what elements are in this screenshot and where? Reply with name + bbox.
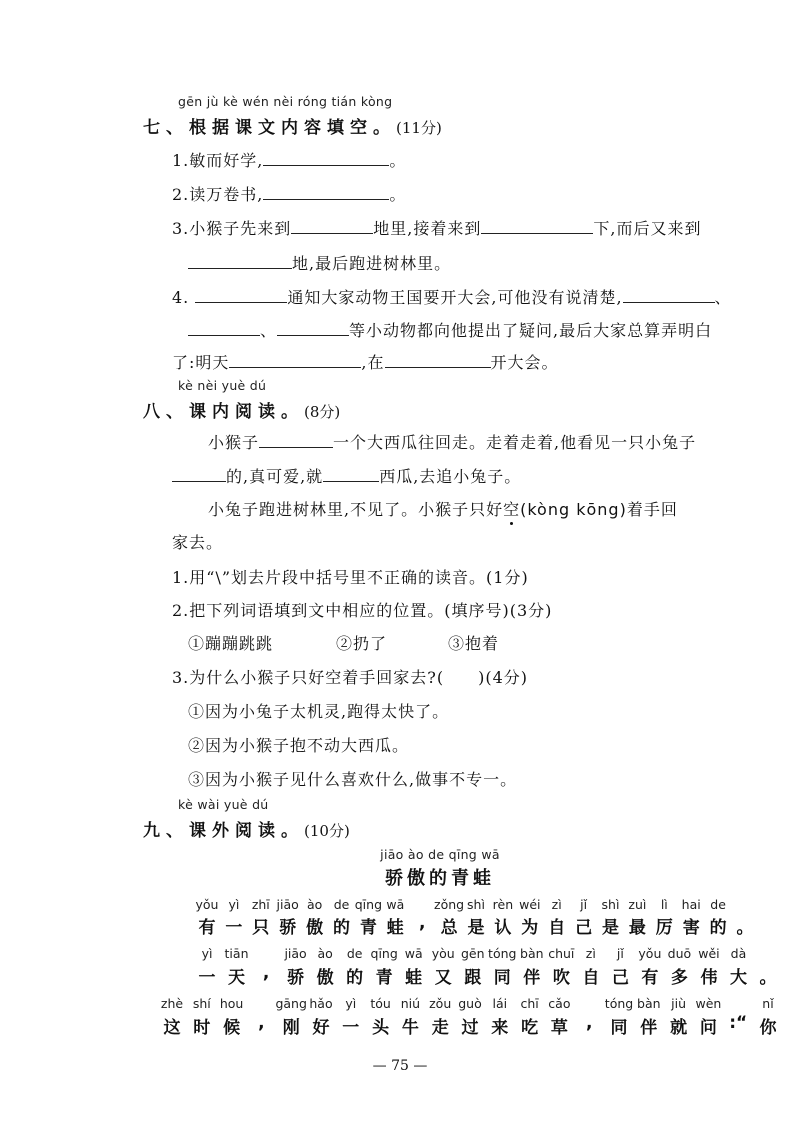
story-char: 伟 xyxy=(700,968,718,988)
s7-points: (11分) xyxy=(396,119,442,137)
s9-points: (10分) xyxy=(304,822,350,840)
story-char: 刚 xyxy=(282,1018,300,1038)
s7-q3-c: 下,而后又来到 xyxy=(593,219,702,238)
s7-q4-c: 、 xyxy=(714,288,732,307)
story-pinyin: jǐ xyxy=(580,897,588,912)
s9-heading xyxy=(143,816,350,841)
story-pinyin: bàn xyxy=(520,946,544,961)
story-char: 傲 xyxy=(316,968,334,988)
story-pinyin: yì xyxy=(201,946,213,961)
story-char: 自 xyxy=(582,968,600,988)
s9-title-end: 。 xyxy=(281,821,304,841)
story-pinyin: cǎo xyxy=(548,996,571,1011)
s7-q3-a: 3.小猴子先来到 xyxy=(172,219,292,238)
answer-blank[interactable] xyxy=(291,219,373,234)
answer-blank[interactable] xyxy=(263,185,389,200)
story-char: 最 xyxy=(628,918,646,938)
story-pinyin: yì xyxy=(228,897,240,912)
story-title-pinyin: jiāo ào de qīng wā xyxy=(380,847,500,862)
s8-para2-line1 xyxy=(208,497,678,520)
story-char: 是 xyxy=(467,918,485,938)
story-pinyin: hou xyxy=(219,996,244,1011)
story-pinyin: lì xyxy=(660,897,668,912)
story-pinyin: wéi xyxy=(519,897,541,912)
story-pinyin: jiāo xyxy=(284,946,307,961)
emphasis-dot-char: 空 xyxy=(503,500,521,519)
story-pinyin: zuì xyxy=(628,897,647,912)
s7-heading xyxy=(143,113,442,138)
answer-blank[interactable] xyxy=(259,433,333,448)
story-pinyin: zì xyxy=(585,946,596,961)
story-char: 来 xyxy=(491,1018,509,1038)
s7-num: 七、 xyxy=(143,118,189,138)
s8-title: 课内阅读 xyxy=(189,402,281,422)
s8-pinyin: kè nèi yuè dú xyxy=(178,378,267,393)
story-char: 这 xyxy=(163,1018,181,1038)
story-char: 己 xyxy=(575,918,593,938)
story-pinyin: chuī xyxy=(548,946,575,961)
story-pinyin: ào xyxy=(317,946,333,961)
story-pinyin: hai xyxy=(681,897,701,912)
s7-q4-line2 xyxy=(188,318,712,341)
story-pinyin: wěi xyxy=(698,946,720,961)
answer-blank[interactable] xyxy=(277,321,349,336)
story-pinyin: gēn xyxy=(460,946,485,961)
story-pinyin: nǐ xyxy=(762,996,774,1011)
s8-p2b: (kòng kōng)着手回 xyxy=(520,500,678,519)
story-pinyin: zì xyxy=(551,897,562,912)
s8-q3-a: 3.为什么小猴子只好空着手回家去?( xyxy=(172,668,445,687)
s8-q2: 2.把下列词语填到文中相应的位置。(填序号)(3分) xyxy=(172,601,553,620)
story-pinyin: yì xyxy=(345,996,357,1011)
story-pinyin: yǒu xyxy=(638,946,662,961)
s8-q3 xyxy=(172,665,528,688)
story-char: 青 xyxy=(375,968,393,988)
story-pinyin: guò xyxy=(458,996,482,1011)
story-char: 过 xyxy=(461,1018,479,1038)
story-char: 跟 xyxy=(464,968,482,988)
s8-option-3: ③抱着 xyxy=(448,634,500,653)
s9-num: 九、 xyxy=(143,821,189,841)
story-char: 天 xyxy=(228,968,246,988)
story-char: 同 xyxy=(610,1018,628,1038)
s8-choice-2: ②因为小猴子抱不动大西瓜。 xyxy=(188,736,410,755)
story-pinyin: qīng xyxy=(370,946,398,961)
story-char: 一 xyxy=(198,968,216,988)
s7-q4-d: 、 xyxy=(260,321,278,340)
answer-blank[interactable] xyxy=(188,321,260,336)
s7-q4-e: 等小动物都向他提出了疑问,最后大家总算弄明白 xyxy=(349,321,713,340)
story-pinyin: tóng xyxy=(488,946,517,961)
story-char: 一 xyxy=(225,918,243,938)
story-pinyin: hǎo xyxy=(309,996,333,1011)
story-char: 头 xyxy=(372,1018,390,1038)
story-char: 同 xyxy=(493,968,511,988)
s9-pinyin: kè wài yuè dú xyxy=(178,797,269,812)
s8-p1b: 一个大西瓜往回走。走着走着,他看见一只小兔子 xyxy=(333,433,697,452)
s8-points: (8分) xyxy=(304,403,341,421)
s7-q2-end: 。 xyxy=(389,185,407,204)
s8-option-2: ②扔了 xyxy=(336,634,388,653)
story-pinyin: duō xyxy=(667,946,692,961)
s7-q4-h: 开大会。 xyxy=(490,353,559,372)
story-char: 一 xyxy=(342,1018,360,1038)
story-pinyin: dà xyxy=(730,946,747,961)
story-char: 有 xyxy=(641,968,659,988)
story-pinyin: yǒu xyxy=(195,897,219,912)
s8-q3-b: )(4分) xyxy=(478,668,529,687)
story-pinyin: wā xyxy=(386,897,405,912)
story-pinyin: qīng xyxy=(354,897,383,912)
story-pinyin: zhè xyxy=(160,996,184,1011)
s7-q3-line2 xyxy=(188,251,451,274)
story-pinyin: tiān xyxy=(224,946,249,961)
answer-blank[interactable] xyxy=(172,467,226,482)
s7-q3-line1 xyxy=(172,216,701,239)
story-char: :“ xyxy=(729,1013,748,1033)
story-char: 骄 xyxy=(287,968,305,988)
story-pinyin: tóng xyxy=(604,996,634,1011)
story-pinyin: wā xyxy=(404,946,423,961)
s7-title-end: 。 xyxy=(373,118,396,138)
story-pinyin: wèn xyxy=(695,996,722,1011)
story-pinyin: shí xyxy=(192,996,211,1011)
s8-title-end: 。 xyxy=(281,402,304,422)
s8-para1-line2 xyxy=(172,464,521,487)
story-char: 总 xyxy=(440,918,458,938)
story-pinyin: gāng xyxy=(275,996,307,1011)
story-char: 大 xyxy=(729,968,747,988)
story-char: 的 xyxy=(346,968,364,988)
story-char: 你 xyxy=(759,1018,777,1038)
story-char: 伴 xyxy=(640,1018,658,1038)
story-char: 好 xyxy=(312,1018,330,1038)
s7-q3-d: 地,最后跑进树林里。 xyxy=(292,254,452,273)
story-char: 是 xyxy=(602,918,619,938)
story-char: 多 xyxy=(670,968,688,988)
story-char: 草 xyxy=(550,1018,568,1038)
story-char: 害 xyxy=(682,918,700,938)
s8-p2c: 家去。 xyxy=(172,533,224,552)
s8-heading xyxy=(143,397,340,422)
s8-p1a: 小猴子 xyxy=(208,433,260,452)
answer-blank[interactable] xyxy=(188,254,292,269)
s9-title: 课外阅读 xyxy=(189,821,281,841)
s8-q1: 1.用“\”划去片段中括号里不正确的读音。(1分) xyxy=(172,568,529,587)
s8-choice-3: ③因为小猴子见什么喜欢什么,做事不专一。 xyxy=(188,770,518,789)
story-char: 。 xyxy=(759,968,777,988)
s8-p2a: 小兔子跑进树林里,不见了。小猴子只好 xyxy=(208,500,504,519)
answer-blank[interactable] xyxy=(263,151,389,166)
story-char: 走 xyxy=(431,1018,449,1038)
s7-q4-a: 4. xyxy=(172,288,190,307)
story-char: 蛙 xyxy=(386,918,404,938)
story-char: 认 xyxy=(494,918,512,938)
story-char: , xyxy=(418,913,426,933)
story-char: , xyxy=(258,1013,265,1033)
story-pinyin: de xyxy=(710,897,726,912)
story-pinyin: zhī xyxy=(251,897,270,912)
s7-q4-line1 xyxy=(172,285,732,308)
story-char: , xyxy=(585,1013,593,1033)
story-pinyin: niú xyxy=(400,996,421,1011)
s7-q4-f: 了:明天 xyxy=(172,353,230,372)
story-char: 有 xyxy=(198,918,216,938)
s7-q1-text: 1.敏而好学, xyxy=(172,151,264,170)
s8-num: 八、 xyxy=(143,402,189,422)
story-char: 。 xyxy=(736,918,754,938)
story-pinyin: de xyxy=(346,946,363,961)
story-char: , xyxy=(262,963,270,983)
story-char: 又 xyxy=(434,968,452,988)
s7-q4-b: 通知大家动物王国要开大会,可他没有说清楚, xyxy=(287,288,623,307)
story-char: 傲 xyxy=(306,918,324,938)
story-char: 为 xyxy=(521,918,539,938)
story-pinyin: shì xyxy=(467,897,485,912)
story-pinyin: rèn xyxy=(492,897,514,912)
story-char: 只 xyxy=(252,918,270,938)
story-pinyin: de xyxy=(333,897,350,912)
story-pinyin: jiù xyxy=(671,996,687,1011)
s8-p1d: 西瓜,去追小兔子。 xyxy=(379,467,522,486)
story-char: 青 xyxy=(359,918,377,938)
story-pinyin: bàn xyxy=(637,996,661,1011)
story-char: 骄 xyxy=(279,918,297,938)
answer-blank[interactable] xyxy=(623,288,715,303)
story-pinyin: jiāo xyxy=(276,897,299,912)
s8-p1c: 的,真可爱,就 xyxy=(226,467,324,486)
s7-q4-line3 xyxy=(172,350,559,373)
story-title: 骄傲的青蛙 xyxy=(385,868,495,889)
story-pinyin: chī xyxy=(520,996,539,1011)
story-char: 就 xyxy=(670,1018,688,1038)
story-char: 问 xyxy=(699,1018,717,1038)
answer-blank[interactable] xyxy=(385,353,491,368)
story-char: 蛙 xyxy=(405,968,423,988)
answer-blank[interactable] xyxy=(195,288,287,303)
page-number: — 75 — xyxy=(372,1058,428,1074)
story-char: 候 xyxy=(223,1018,241,1038)
s8-option-1: ①蹦蹦跳跳 xyxy=(188,634,274,653)
s7-q3-b: 地里,接着来到 xyxy=(373,219,482,238)
story-pinyin: zǒng xyxy=(434,897,465,912)
story-char: 己 xyxy=(611,968,629,988)
story-pinyin: lái xyxy=(492,996,508,1011)
story-char: 的 xyxy=(709,918,727,938)
story-char: 的 xyxy=(333,918,350,938)
s8-choice-1: ①因为小兔子太机灵,跑得太快了。 xyxy=(188,702,450,721)
story-char: 自 xyxy=(548,918,566,938)
s7-q4-g: ,在 xyxy=(361,353,385,372)
story-pinyin: zǒu xyxy=(429,996,452,1011)
story-pinyin: yòu xyxy=(431,946,455,961)
story-pinyin: shì xyxy=(601,897,620,912)
s7-pinyin: gēn jù kè wén nèi róng tián kòng xyxy=(178,94,393,109)
answer-blank[interactable] xyxy=(229,353,361,368)
answer-blank[interactable] xyxy=(481,219,593,234)
story-char: 厉 xyxy=(655,918,673,938)
story-char: 牛 xyxy=(401,1018,419,1038)
s7-q2-text: 2.读万卷书, xyxy=(172,185,264,204)
s7-q1-end: 。 xyxy=(389,151,407,170)
story-char: 伴 xyxy=(523,968,541,988)
answer-blank[interactable] xyxy=(323,467,379,482)
s7-q1 xyxy=(172,148,406,171)
story-pinyin: ào xyxy=(306,897,323,912)
story-pinyin: jǐ xyxy=(616,946,624,961)
s7-title: 根据课文内容填空 xyxy=(189,118,373,138)
story-pinyin: tóu xyxy=(370,996,391,1011)
story-char: 吹 xyxy=(552,968,570,988)
story-char: 吃 xyxy=(521,1018,539,1038)
s7-q2 xyxy=(172,182,406,205)
story-char: 时 xyxy=(193,1018,211,1038)
s8-para1-line1 xyxy=(208,430,696,453)
